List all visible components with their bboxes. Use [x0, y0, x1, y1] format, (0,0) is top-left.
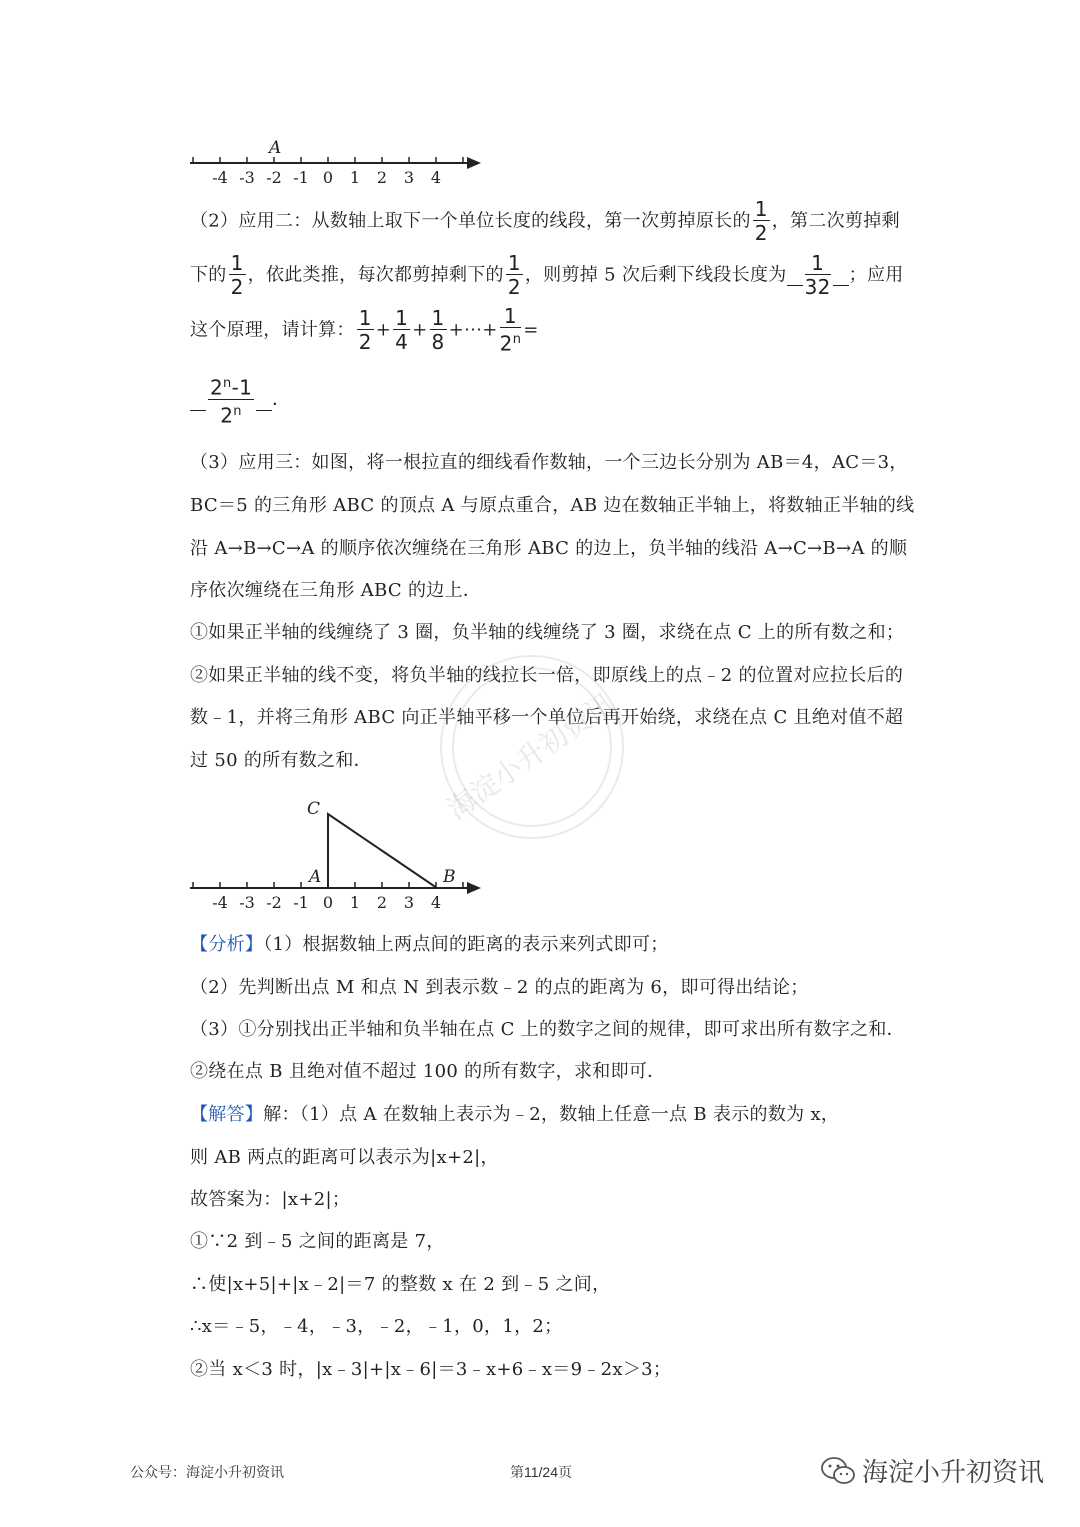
answer-one-32nd: $\frac{1}{32}$	[804, 251, 831, 299]
tick-label: -3	[239, 893, 255, 912]
p3-line2: BC＝5 的三角形 ABC 的顶点 A 与原点重合，AB 边在数轴正半轴上，将数轴正半轴的线	[190, 495, 915, 516]
p3-line1: （3）应用三：如图，将一根拉直的细线看作数轴，一个三边长分别为 AB＝4，AC＝3，	[190, 452, 908, 473]
triangle-diagram	[185, 790, 485, 915]
p2-line1: （2）应用二：从数轴上取下一个单位长度的线段，第一次剪掉原长的 $\frac{1}{2}$ ，第二次剪掉剩	[190, 197, 900, 245]
tick-label: -1	[293, 893, 309, 912]
p3-line5: ①如果正半轴的线缠绕了 3 圈，负半轴的线缠绕了 3 圈，求绕在点 C 上的所有数之和；	[190, 622, 905, 643]
vertex-b-label: B	[443, 867, 456, 887]
answer-tag: 【解答】	[190, 1104, 264, 1125]
tick-label: 1	[349, 168, 361, 187]
tick-label: -1	[293, 168, 309, 187]
p3-line4: 序依次缠绕在三角形 ABC 的边上．	[190, 580, 482, 601]
tick-label: 0	[322, 893, 334, 912]
answer-line5: ∴使|x+5|+|x﹣2|＝7 的整数 x 在 2 到﹣5 之间，	[190, 1274, 611, 1295]
vertex-c-label: C	[307, 799, 321, 819]
vertex-a-label: A	[309, 867, 322, 887]
answer-line4: ①∵2 到﹣5 之间的距离是 7，	[190, 1231, 445, 1252]
p3-line3: 沿 A→B→C→A 的顺序依次缠绕在三角形 ABC 的边上，负半轴的线沿 A→C→B→A 的顺	[190, 538, 908, 559]
answer-line2: 则 AB 两点的距离可以表示为|x+2|，	[190, 1147, 499, 1168]
p3-line8: 过 50 的所有数之和．	[190, 750, 372, 771]
p3-line6: ②如果正半轴的线不变，将负半轴的线拉长一倍，即原线上的点﹣2 的位置对应拉长后的	[190, 665, 904, 686]
p2-answer2: $\frac{2^n-1}{2^n}$ ．	[190, 373, 290, 427]
tick-label: 3	[403, 893, 415, 912]
tick-label: 2	[376, 893, 388, 912]
footer-left: 公众号：海淀小升初资讯	[130, 1464, 284, 1480]
answer-line7: ②当 x＜3 时，|x﹣3|+|x﹣6|＝3﹣x+6﹣x＝9﹣2x＞3；	[190, 1359, 672, 1380]
answer-line6: ∴x＝﹣5，﹣4，﹣3，﹣2，﹣1，0，1，2；	[190, 1316, 563, 1337]
footer-brand: 海淀小升初资讯	[820, 1452, 1044, 1489]
tick-label: -4	[212, 168, 228, 187]
p2-line3: 这个原理，请计算： $\frac{1}{2}$ + $\frac{1}{4}$ + $\frac{1}{8}$ +⋯+ $\frac{1}{2^n}$ =	[190, 304, 539, 356]
answer-fraction-2n: $\frac{2^n-1}{2^n}$	[208, 373, 254, 427]
answer-line3: 故答案为：|x+2|；	[190, 1189, 351, 1210]
fraction-half: $\frac{1}{2}$	[754, 197, 768, 245]
analysis-line2: （2）先判断出点 M 和点 N 到表示数﹣2 的点的距离为 6，即可得出结论；	[190, 977, 809, 998]
tick-label: -2	[266, 893, 282, 912]
triangle-abc	[328, 814, 437, 888]
answer-line1: 【解答】解：（1）点 A 在数轴上表示为﹣2，数轴上任意一点 B 表示的数为 x，	[190, 1104, 840, 1125]
tick-label: 3	[403, 168, 415, 187]
analysis-line4: ②绕在点 B 且绝对值不超过 100 的所有数字，求和即可．	[190, 1061, 666, 1082]
analysis-line3: （3）①分别找出正半轴和负半轴在点 C 上的数字之间的规律，即可求出所有数字之和．	[190, 1019, 905, 1040]
tick-label: 2	[376, 168, 388, 187]
tick-label: 4	[430, 893, 442, 912]
analysis-tag: 【分析】	[190, 934, 264, 955]
wechat-icon	[820, 1456, 856, 1486]
tick-label: 4	[430, 168, 442, 187]
tick-label: 0	[322, 168, 334, 187]
footer-page-number: 第11/24页	[510, 1464, 572, 1480]
tick-label: -3	[239, 168, 255, 187]
p2-line2: 下的 $\frac{1}{2}$ ，依此类推，每次都剪掉剩下的 $\frac{1}{2}$ ，则剪掉 5 次后剩下线段长度为 $\frac{1}{32}$ ；应用	[190, 251, 904, 299]
point-a-label: A	[269, 138, 282, 158]
number-line-1	[185, 135, 485, 190]
analysis-line1: 【分析】（1）根据数轴上两点间的距离的表示来列式即可；	[190, 934, 669, 955]
tick-label: -4	[212, 893, 228, 912]
tick-label: 1	[349, 893, 361, 912]
p3-line7: 数﹣1，并将三角形 ABC 向正半轴平移一个单位后再开始绕，求绕在点 C 且绝对值不超	[190, 707, 904, 728]
tick-label: -2	[266, 168, 282, 187]
